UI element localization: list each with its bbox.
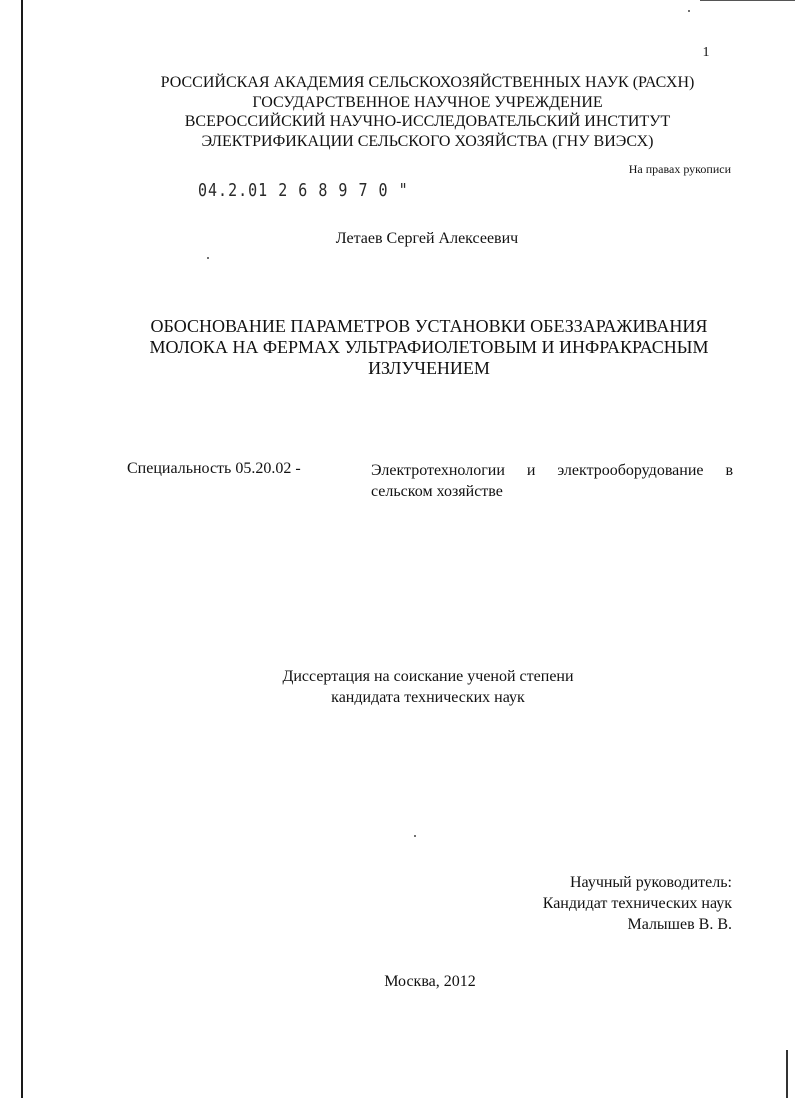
organization-line: РОССИЙСКАЯ АКАДЕМИЯ СЕЛЬСКОХОЗЯЙСТВЕННЫХ НАУК (РАСХН) bbox=[160, 74, 695, 91]
dissertation-title bbox=[120, 316, 738, 379]
degree-line: Диссертация на соискание ученой степени bbox=[282, 668, 574, 685]
title-line: ИЗЛУЧЕНИЕМ bbox=[368, 358, 490, 378]
scan-speck bbox=[688, 10, 690, 12]
title-line: ОБОСНОВАНИЕ ПАРАМЕТРОВ УСТАНОВКИ ОБЕЗЗАРАЖИВАНИЯ bbox=[150, 316, 708, 336]
city-year: Москва, 2012 bbox=[384, 973, 476, 990]
title-line: МОЛОКА НА ФЕРМАХ УЛЬТРАФИОЛЕТОВЫМ И ИНФРАКРАСНЫМ bbox=[149, 337, 709, 357]
degree-statement bbox=[228, 666, 628, 708]
rights-note: На правах рукописи bbox=[628, 162, 731, 176]
scan-speck bbox=[414, 835, 416, 837]
author-name: Летаев Сергей Алексеевич bbox=[335, 230, 519, 247]
organization-header bbox=[100, 73, 755, 151]
organization-line: ВСЕРОССИЙСКИЙ НАУЧНО-ИССЛЕДОВАТЕЛЬСКИЙ ИНСТИТУТ bbox=[184, 113, 671, 130]
scan-edge-left bbox=[21, 0, 23, 1098]
degree-line: кандидата технических наук bbox=[331, 689, 525, 706]
scan-speck bbox=[207, 257, 209, 259]
organization-line: ЭЛЕКТРИФИКАЦИИ СЕЛЬСКОГО ХОЗЯЙСТВА (ГНУ ВИЭСХ) bbox=[201, 132, 654, 150]
scan-edge-right bbox=[786, 1050, 788, 1098]
specialty-description-line: сельском хозяйстве bbox=[371, 483, 503, 500]
specialty-description-line: Электротехнологии и электрооборудование в bbox=[371, 462, 733, 479]
page-number: 1 bbox=[702, 45, 710, 60]
registration-stamp: 04.2.01 2 6 8 9 7 0 " bbox=[198, 179, 409, 201]
supervisor-block bbox=[460, 872, 732, 935]
supervisor-degree: Кандидат технических наук bbox=[542, 895, 732, 912]
supervisor-name: Малышев В. В. bbox=[627, 916, 732, 933]
scan-edge-top bbox=[700, 0, 795, 1]
organization-line: ГОСУДАРСТВЕННОЕ НАУЧНОЕ УЧРЕЖДЕНИЕ bbox=[252, 93, 603, 111]
specialty-label: Специальность 05.20.02 - bbox=[127, 460, 301, 477]
supervisor-role: Научный руководитель: bbox=[569, 874, 732, 891]
specialty-description bbox=[371, 460, 733, 502]
